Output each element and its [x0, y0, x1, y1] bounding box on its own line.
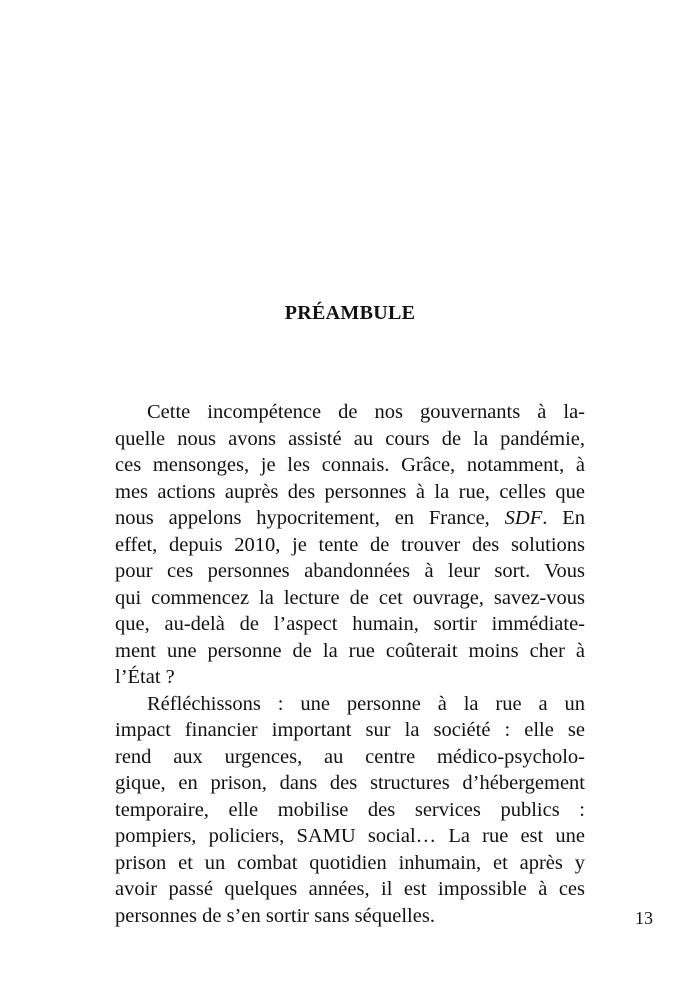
text-line: mes actions auprès des personnes à la rue, celles que — [115, 480, 585, 503]
chapter-title: PRÉAMBULE — [284, 302, 416, 324]
text-line: gique, en prison, dans des structures d’hébergement — [115, 772, 585, 794]
text-line: avoir passé quelques années, il est impossible à ces — [115, 878, 585, 900]
text-line: Réfléchissons : une personne à la rue a un — [147, 692, 585, 715]
text-line: que, au-delà de l’aspect humain, sortir immédiate- — [115, 613, 585, 635]
text-line: effet, depuis 2010, je tente de trouver des solutions — [115, 533, 585, 556]
text-line: temporaire, elle mobilise des services publics : — [115, 798, 585, 821]
text-line: quelle nous avons assisté au cours de la pandémie, — [115, 427, 585, 450]
text-line: qui commencez la lecture de cet ouvrage, savez-vous — [115, 586, 585, 609]
body-text — [115, 399, 585, 929]
text-line: personnes de s’en sortir sans séquelles. — [115, 904, 435, 927]
paragraph-1 — [115, 399, 585, 691]
text-line: prison et un combat quotidien inhumain, et après y — [115, 851, 585, 874]
text-line: ces mensonges, je les connais. Grâce, notamment, à — [115, 454, 585, 476]
text-line: pompiers, policiers, SAMU social… La rue est une — [115, 825, 585, 847]
paragraph-2 — [115, 691, 585, 930]
text-line: pour ces personnes abandonnées à leur sort. Vous — [115, 560, 585, 582]
italic-abbreviation: SDF — [504, 507, 543, 529]
text-line: ment une personne de la rue coûterait moins cher à — [115, 639, 585, 662]
text-line: rend aux urgences, au centre médico-psycholo- — [115, 745, 585, 768]
page-number: 13 — [635, 908, 653, 928]
text-line: nous appelons hypocritement, en France, SDF. En — [115, 507, 585, 529]
text-line: impact financier important sur la société : elle se — [115, 719, 585, 741]
text-line: l’État ? — [115, 666, 175, 688]
text-line: Cette incompétence de nos gouvernants à la- — [147, 401, 585, 423]
